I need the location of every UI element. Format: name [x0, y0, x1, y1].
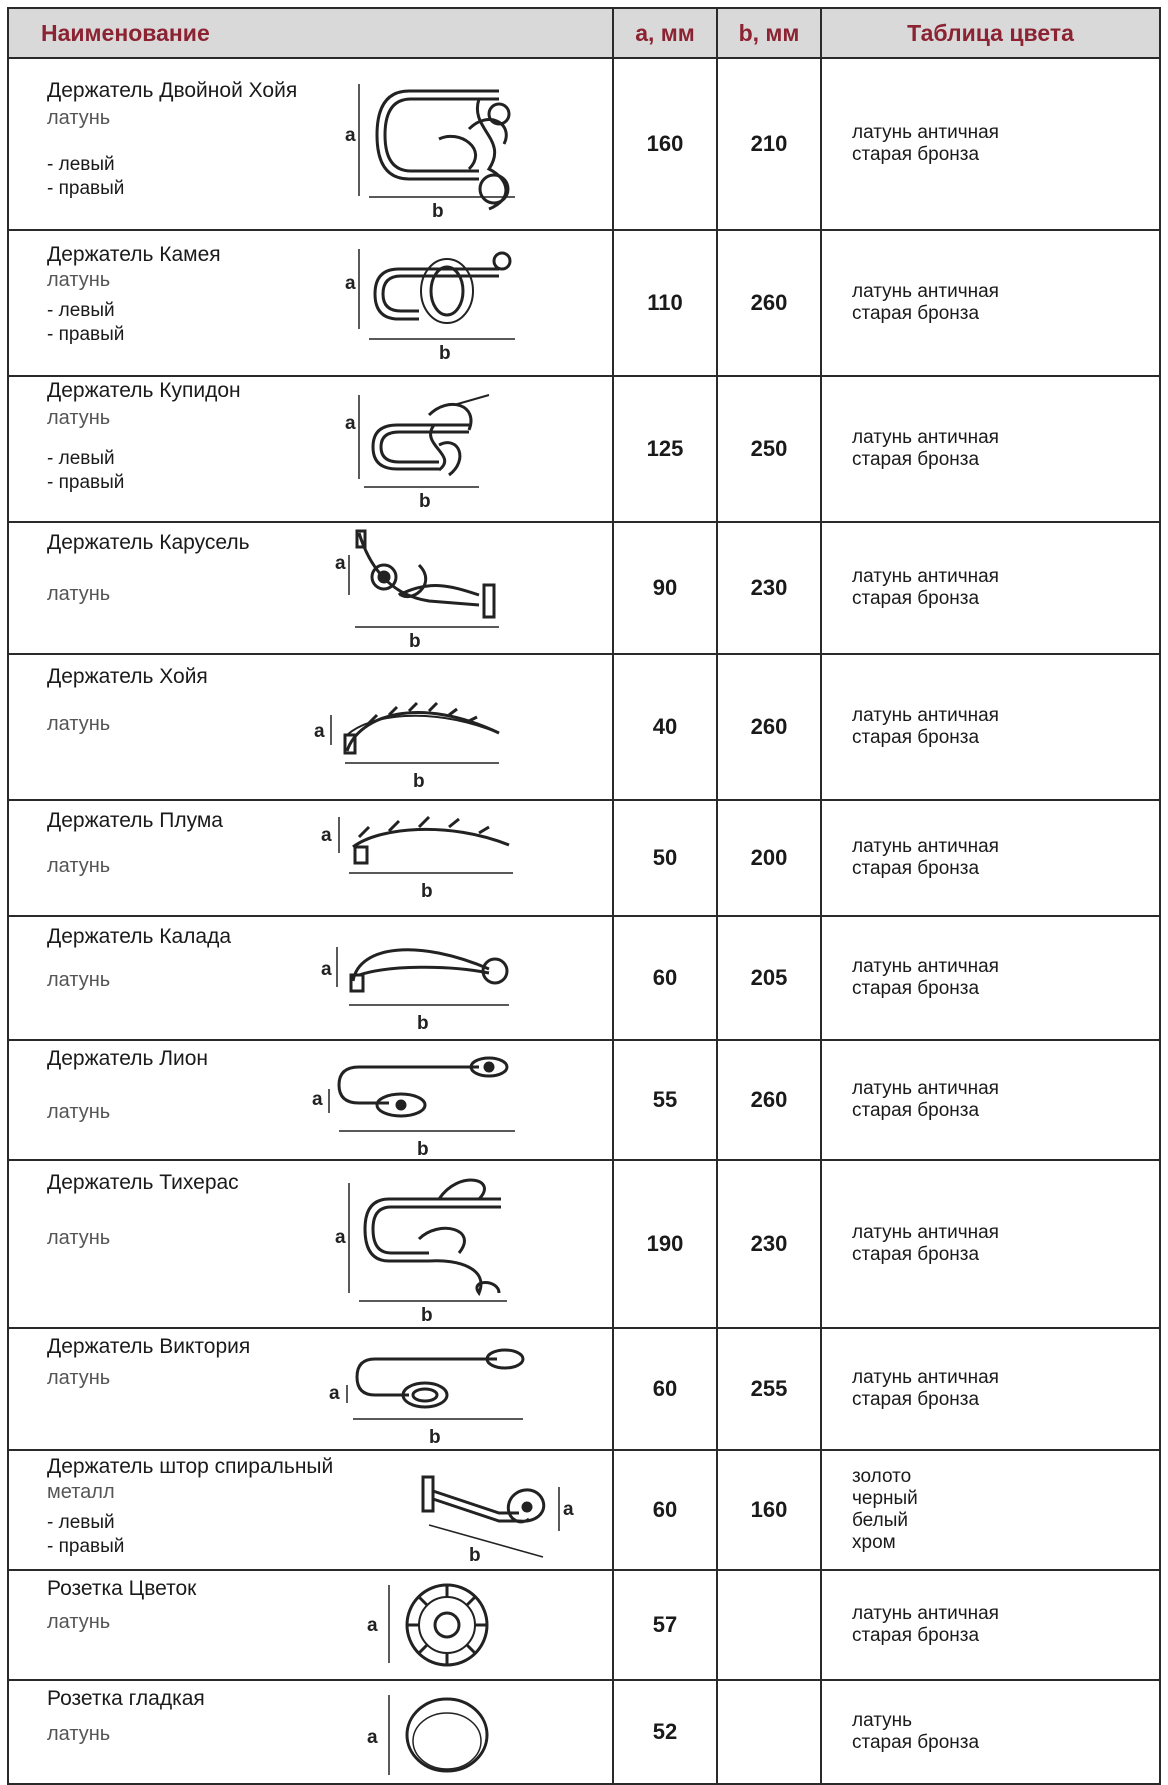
product-material: латунь	[47, 1101, 111, 1123]
dim-a-cell: 190	[613, 1160, 717, 1328]
product-name: Держатель Карусель	[47, 531, 250, 554]
dim-a-label: a	[345, 273, 356, 294]
variant-list	[47, 299, 124, 347]
product-name: Держатель Плума	[47, 809, 223, 832]
dim-a-label: a	[563, 1499, 574, 1520]
color-cell	[821, 1680, 1160, 1784]
name-cell	[8, 800, 613, 916]
product-name: Розетка гладкая	[47, 1687, 205, 1710]
color-option: латунь античная	[852, 1603, 999, 1624]
holder-drawing	[339, 69, 609, 222]
dim-b-label: b	[409, 631, 421, 652]
product-material: латунь	[47, 1367, 111, 1389]
variant-left: - левый	[47, 154, 115, 175]
dim-b-cell: 260	[717, 654, 821, 800]
dim-a-label: a	[345, 125, 356, 146]
holder-drawing	[309, 807, 599, 913]
name-cell	[8, 916, 613, 1040]
dim-b-label: b	[417, 1013, 429, 1034]
table-row	[8, 654, 1160, 800]
holder-drawing	[309, 1045, 599, 1160]
dim-a-label: a	[314, 721, 325, 742]
product-material: латунь	[47, 969, 111, 991]
color-cell	[821, 654, 1160, 800]
dim-a-cell: 50	[613, 800, 717, 916]
dim-b-label: b	[419, 491, 431, 512]
color-option: старая бронза	[852, 449, 980, 470]
variant-list	[47, 153, 124, 201]
product-name: Держатель Лион	[47, 1047, 209, 1070]
table-row	[8, 1450, 1160, 1570]
dim-a-cell: 60	[613, 1328, 717, 1450]
dim-b-label: b	[421, 1305, 433, 1326]
name-cell	[8, 522, 613, 654]
color-cell	[821, 58, 1160, 230]
color-cell	[821, 1570, 1160, 1680]
color-cell	[821, 376, 1160, 522]
product-name: Держатель Хойя	[47, 665, 208, 688]
product-material: латунь	[47, 269, 111, 291]
table-row	[8, 522, 1160, 654]
color-cell	[821, 1040, 1160, 1160]
color-option: латунь античная	[852, 281, 999, 302]
dim-b-cell: 260	[717, 1040, 821, 1160]
name-cell	[8, 1040, 613, 1160]
product-table	[7, 7, 1161, 1785]
product-name: Держатель Камея	[47, 243, 221, 266]
color-option: латунь античная	[852, 566, 999, 587]
color-cell	[821, 1450, 1160, 1570]
holder-drawing	[339, 239, 609, 369]
holder-drawing	[309, 925, 599, 1037]
color-option: латунь античная	[852, 427, 999, 448]
dim-a-cell: 57	[613, 1570, 717, 1680]
table-row	[8, 58, 1160, 230]
product-material: латунь	[47, 855, 111, 877]
color-option: старая бронза	[852, 144, 980, 165]
product-name: Держатель штор спиральный	[47, 1455, 334, 1478]
variant-list	[47, 1511, 124, 1559]
dim-b-cell: 160	[717, 1450, 821, 1570]
color-option: старая бронза	[852, 588, 980, 609]
product-material: латунь	[47, 407, 111, 429]
product-material: латунь	[47, 107, 111, 129]
color-option: старая бронза	[852, 727, 980, 748]
color-option: латунь античная	[852, 836, 999, 857]
variant-left: - левый	[47, 300, 115, 321]
color-option: старая бронза	[852, 1625, 980, 1646]
product-material: латунь	[47, 1723, 111, 1745]
variant-list	[47, 447, 124, 495]
product-name: Держатель Калада	[47, 925, 232, 948]
header-b: b, мм	[717, 8, 821, 58]
table-row	[8, 800, 1160, 916]
dim-a-cell: 60	[613, 916, 717, 1040]
product-material: латунь	[47, 583, 111, 605]
dim-b-cell: 205	[717, 916, 821, 1040]
dim-b-label: b	[413, 771, 425, 792]
holder-drawing	[329, 525, 599, 651]
holder-drawing	[349, 1461, 599, 1567]
product-name: Держатель Двойной Хойя	[47, 79, 298, 102]
color-option: латунь античная	[852, 122, 999, 143]
dim-a-cell: 90	[613, 522, 717, 654]
product-material: металл	[47, 1481, 115, 1503]
holder-drawing	[329, 1169, 599, 1325]
name-cell	[8, 58, 613, 230]
table-row	[8, 230, 1160, 376]
name-cell	[8, 376, 613, 522]
header-name: Наименование	[8, 8, 613, 58]
dim-b-cell	[717, 1680, 821, 1784]
variant-right: - правый	[47, 178, 125, 199]
table-row	[8, 916, 1160, 1040]
dim-b-cell: 260	[717, 230, 821, 376]
table-row	[8, 1160, 1160, 1328]
dim-b-cell: 200	[717, 800, 821, 916]
dim-b-cell: 250	[717, 376, 821, 522]
color-option: старая бронза	[852, 978, 980, 999]
color-option: латунь античная	[852, 1222, 999, 1243]
holder-drawing	[309, 675, 599, 793]
color-option: старая бронза	[852, 1100, 980, 1121]
color-option: латунь античная	[852, 705, 999, 726]
color-cell	[821, 522, 1160, 654]
color-option: старая бронза	[852, 858, 980, 879]
color-option: старая бронза	[852, 1389, 980, 1410]
dim-b-cell: 210	[717, 58, 821, 230]
dim-a-label: a	[321, 825, 332, 846]
table-row	[8, 1680, 1160, 1784]
dim-a-label: a	[335, 1227, 346, 1248]
variant-left: - левый	[47, 448, 115, 469]
dim-a-cell: 160	[613, 58, 717, 230]
dim-a-label: a	[321, 959, 332, 980]
product-material: латунь	[47, 713, 111, 735]
color-option: хром	[852, 1532, 896, 1553]
color-option: черный	[852, 1488, 918, 1509]
header-color: Таблица цвета	[821, 8, 1160, 58]
color-option: старая бронза	[852, 303, 980, 324]
table-row	[8, 376, 1160, 522]
dim-b-cell: 255	[717, 1328, 821, 1450]
header-a: a, мм	[613, 8, 717, 58]
color-option: латунь античная	[852, 956, 999, 977]
dim-b-label: b	[429, 1427, 441, 1448]
rosette-drawing	[369, 1579, 549, 1675]
color-option: золото	[852, 1466, 912, 1487]
dim-a-cell: 52	[613, 1680, 717, 1784]
product-name: Розетка Цветок	[47, 1577, 197, 1600]
color-option: латунь античная	[852, 1078, 999, 1099]
name-cell	[8, 654, 613, 800]
dim-b-label: b	[439, 343, 451, 364]
dim-a-label: a	[335, 553, 346, 574]
dim-a-label: a	[312, 1089, 323, 1110]
product-name: Держатель Тихерас	[47, 1171, 239, 1194]
name-cell	[8, 1570, 613, 1680]
color-cell	[821, 1160, 1160, 1328]
dim-a-label: a	[345, 413, 356, 434]
color-cell	[821, 800, 1160, 916]
rosette-drawing	[369, 1685, 549, 1781]
dim-b-cell: 230	[717, 1160, 821, 1328]
color-cell	[821, 916, 1160, 1040]
variant-right: - правый	[47, 472, 125, 493]
variant-right: - правый	[47, 324, 125, 345]
name-cell	[8, 1450, 613, 1570]
header-row	[8, 8, 1160, 58]
color-option: белый	[852, 1510, 908, 1531]
name-cell	[8, 230, 613, 376]
dim-b-label: b	[469, 1545, 481, 1566]
name-cell	[8, 1160, 613, 1328]
product-name: Держатель Купидон	[47, 379, 241, 402]
dim-a-cell: 55	[613, 1040, 717, 1160]
holder-drawing	[329, 1337, 599, 1449]
name-cell	[8, 1328, 613, 1450]
color-option: латунь античная	[852, 1367, 999, 1388]
product-material: латунь	[47, 1611, 111, 1633]
color-option: старая бронза	[852, 1244, 980, 1265]
dim-a-cell: 60	[613, 1450, 717, 1570]
dim-a-cell: 40	[613, 654, 717, 800]
dim-b-label: b	[432, 201, 444, 222]
variant-right: - правый	[47, 1536, 125, 1557]
dim-b-label: b	[417, 1139, 429, 1160]
color-cell	[821, 1328, 1160, 1450]
dim-a-label: a	[367, 1615, 378, 1636]
variant-left: - левый	[47, 1512, 115, 1533]
color-cell	[821, 230, 1160, 376]
product-material: латунь	[47, 1227, 111, 1249]
dim-a-cell: 110	[613, 230, 717, 376]
holder-drawing	[339, 385, 609, 515]
table-row	[8, 1040, 1160, 1160]
name-cell	[8, 1680, 613, 1784]
dim-b-cell	[717, 1570, 821, 1680]
dim-a-label: a	[329, 1383, 340, 1404]
table-row	[8, 1570, 1160, 1680]
color-option: латунь	[852, 1710, 913, 1731]
color-option: старая бронза	[852, 1732, 980, 1753]
dim-b-cell: 230	[717, 522, 821, 654]
table-row	[8, 1328, 1160, 1450]
dim-b-label: b	[421, 881, 433, 902]
dim-a-label: a	[367, 1727, 378, 1748]
product-name: Держатель Виктория	[47, 1335, 251, 1358]
dim-a-cell: 125	[613, 376, 717, 522]
